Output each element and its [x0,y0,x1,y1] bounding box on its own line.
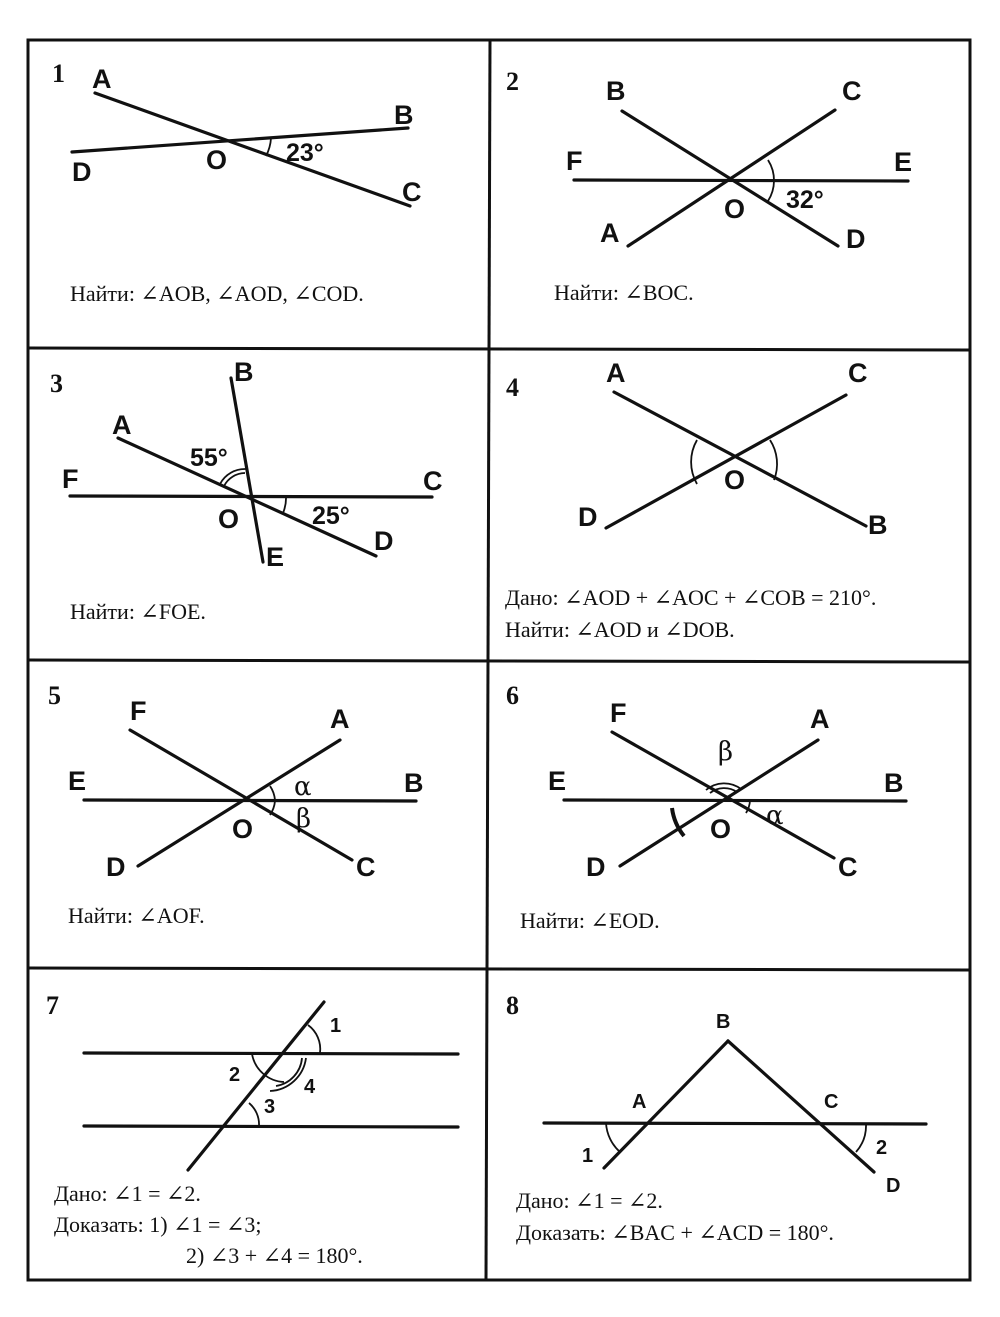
problem-number: 4 [506,373,519,402]
angle-3-label: 3 [264,1096,276,1118]
line-DC [606,395,846,528]
problem-3 [50,357,443,624]
point-B: B [884,768,904,798]
point-O: O [206,145,228,175]
point-D: D [374,526,394,556]
point-A: A [810,704,830,734]
row-divider-1 [28,348,970,350]
task-text: Найти: ∠EOD. [520,908,660,933]
point-D: D [846,224,866,254]
angle-arc [266,138,271,156]
point-F: F [130,696,147,726]
point-O: O [724,465,746,495]
problem-number: 1 [52,59,65,88]
point-O: O [724,194,746,224]
problem-7 [46,991,458,1268]
point-C: C [402,177,422,207]
line-FE [574,180,908,181]
point-B: B [234,357,254,387]
point-D: D [578,502,598,532]
given-text: Дано: ∠1 = ∠2. [54,1181,201,1206]
parallel-line-bottom [84,1126,458,1127]
point-A: A [606,358,626,388]
problem-2 [506,67,912,305]
angle-4-label: 4 [304,1076,316,1098]
point-F: F [610,698,627,728]
point-A: A [600,218,620,248]
point-D: D [586,852,606,882]
prove-text: Доказать: 1) ∠1 = ∠3; [54,1212,262,1237]
angle-arc-3 [249,1103,259,1126]
point-C: C [423,466,443,496]
problem-number: 7 [46,991,59,1020]
point-B: B [404,768,424,798]
point-D: D [886,1175,901,1197]
problem-4 [505,358,888,642]
point-O: O [232,814,254,844]
point-D: D [72,157,92,187]
problem-8 [506,991,926,1245]
angle-arc-2 [856,1124,866,1152]
problem-number: 5 [48,681,61,710]
line-DA [138,740,340,866]
line-DB [72,128,408,152]
task-text: Найти: ∠FOE. [70,599,206,624]
point-A: A [632,1091,647,1113]
alpha-label: α [294,772,312,802]
line-AC [95,93,410,206]
point-A: A [330,704,350,734]
point-E: E [548,766,567,796]
angle-2-label: 2 [876,1137,888,1159]
point-A: A [112,410,132,440]
parallel-line-top [84,1053,458,1054]
row-divider-2 [28,660,970,662]
angle-arc-1 [308,1025,320,1053]
point-B: B [868,510,888,540]
beta-label: β [718,737,734,767]
angle-1-label: 1 [582,1145,594,1167]
angle-arc-outer [768,181,774,201]
angle-label: 23° [286,139,324,167]
prove-text-2: 2) ∠3 + ∠4 = 180°. [186,1243,363,1268]
task-text: Найти: ∠BOC. [554,280,694,305]
problem-number: 8 [506,991,519,1020]
task-text: Найти: ∠AOD и ∠DOB. [505,617,735,642]
beta-label: β [296,804,312,834]
point-C: C [838,852,858,882]
angle-label-55: 55° [190,444,228,472]
angle-arc-1 [606,1123,620,1152]
angle-label: 32° [786,186,824,214]
angle-label-25: 25° [312,502,350,530]
row-divider-3 [28,968,970,970]
problem-1 [52,59,422,306]
line-AB [614,392,866,526]
angle-arc-upper [768,160,774,181]
point-B: B [394,100,414,130]
problem-number: 3 [50,369,63,398]
problem-number: 6 [506,681,519,710]
given-text: Дано: ∠AOD + ∠AOC + ∠COB = 210°. [505,585,877,610]
problem-6 [506,681,906,933]
given-text: Дано: ∠1 = ∠2. [516,1188,663,1213]
point-C: C [842,76,862,106]
problem-5 [48,681,424,928]
point-B: B [716,1011,731,1033]
line-AC [544,1123,926,1124]
point-O: O [218,504,240,534]
task-text: Найти: ∠AOF. [68,903,205,928]
prove-text: Доказать: ∠BAC + ∠ACD = 180°. [516,1220,834,1245]
point-E: E [894,147,913,177]
task-text: Найти: ∠AOB, ∠AOD, ∠COD. [70,281,364,306]
point-D: D [106,852,126,882]
angle-arc-alpha [270,786,275,800]
alpha-label: α [766,801,784,831]
angle-arc-25 [283,497,286,513]
angle-1-label: 1 [330,1015,342,1037]
line-DA-B [604,1041,728,1168]
point-B: B [606,76,626,106]
point-E: E [266,542,285,572]
point-A: A [92,64,112,94]
problem-number: 2 [506,67,519,96]
point-C: C [356,852,376,882]
point-O: O [710,814,732,844]
point-F: F [62,464,79,494]
angle-2-label: 2 [229,1064,241,1086]
point-F: F [566,146,583,176]
line-BD [728,1041,874,1172]
point-C: C [848,358,868,388]
point-C: C [824,1091,839,1113]
point-E: E [68,766,87,796]
